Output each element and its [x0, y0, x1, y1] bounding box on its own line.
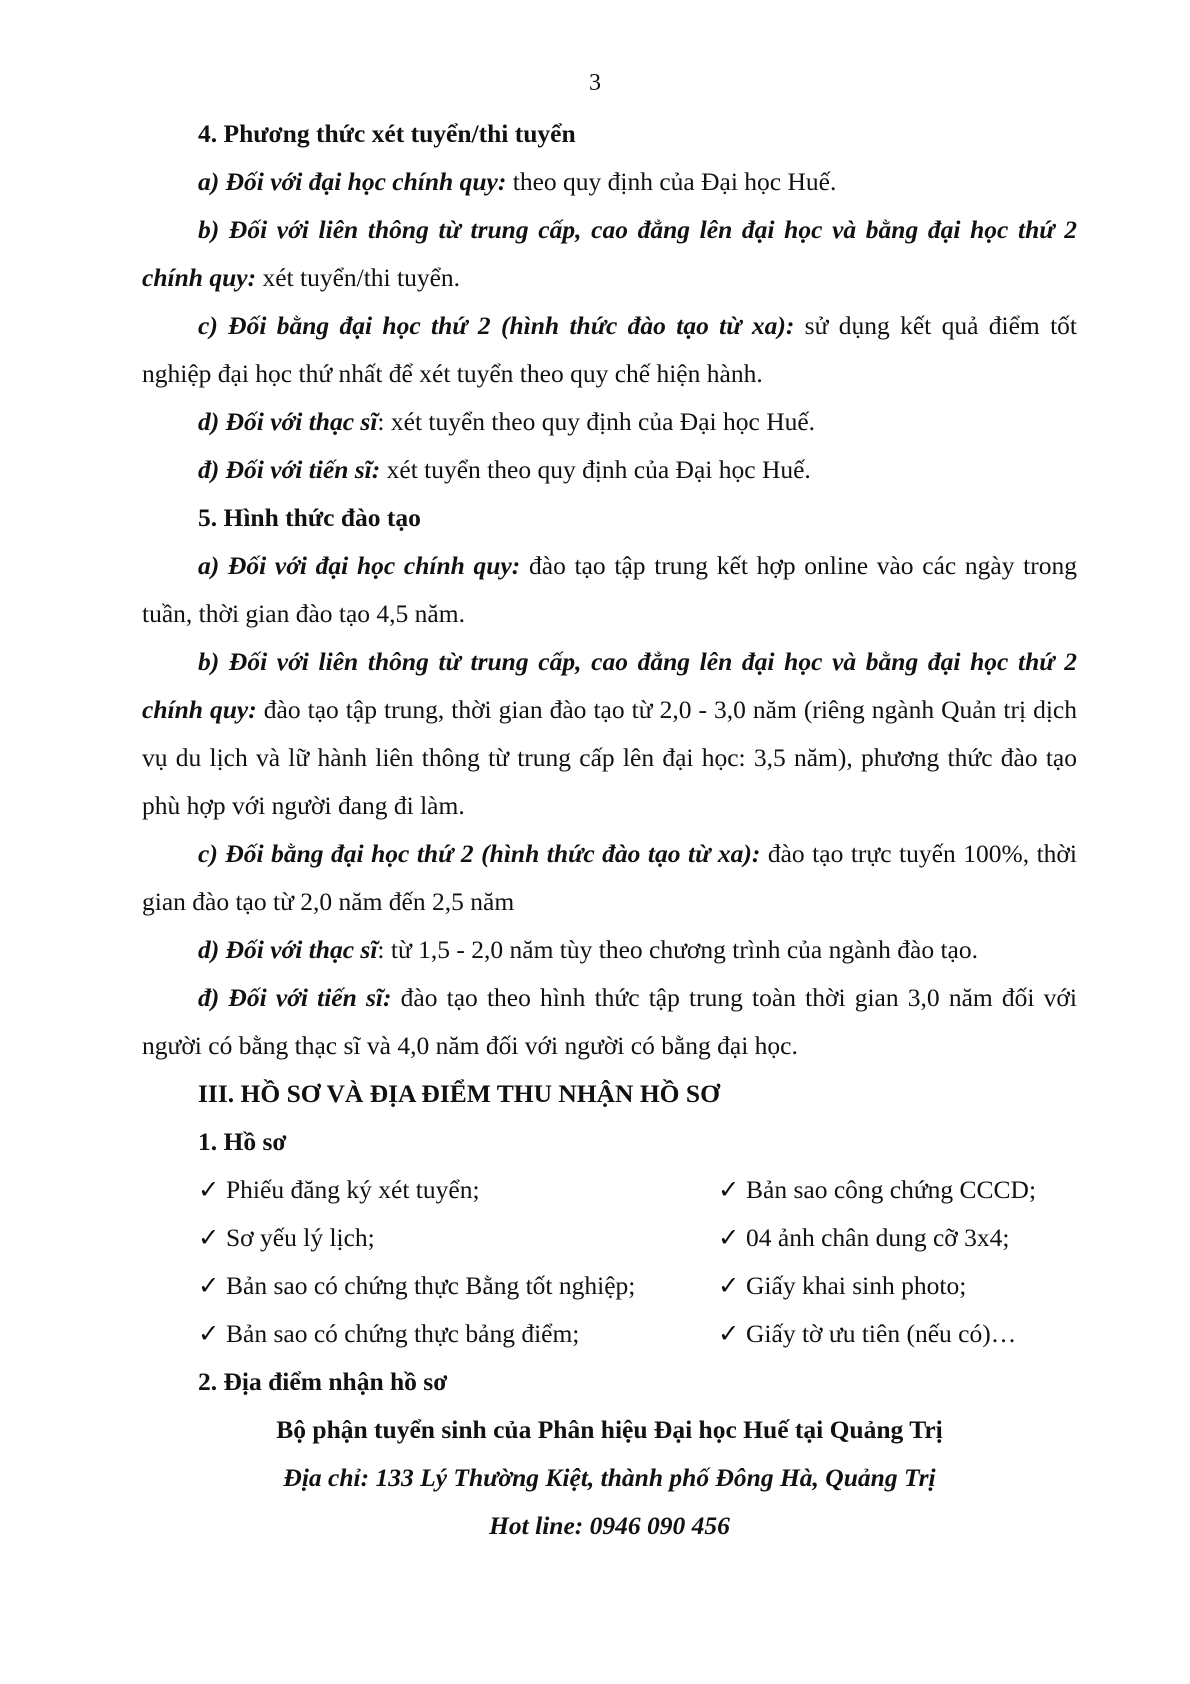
list-item	[198, 1214, 718, 1262]
document-label: Bản sao có chứng thực Bằng tốt nghiệp;	[226, 1271, 636, 1300]
item-text: : từ 1,5 - 2,0 năm tùy theo chương trình của ngành đào tạo.	[377, 935, 979, 964]
section-4-heading: 4. Phương thức xét tuyển/thi tuyển	[198, 119, 576, 148]
item-text: : xét tuyển theo quy định của Đại học Huế.	[377, 407, 816, 436]
list-item	[718, 1166, 1133, 1214]
item-label: a) Đối với đại học chính quy:	[198, 167, 507, 196]
list-item	[718, 1214, 1133, 1262]
section-5-item-a	[142, 542, 1077, 638]
document-label: Sơ yếu lý lịch;	[226, 1223, 375, 1252]
document-label: Bản sao công chứng CCCD;	[746, 1175, 1037, 1204]
section-4-item-c	[142, 302, 1077, 398]
list-item	[198, 1166, 718, 1214]
section-4-item-b	[142, 206, 1077, 302]
item-text: đào tạo tập trung kết hợp online vào các ngày trong tuần, thời gian đào tạo 4,5 năm.	[142, 551, 1077, 628]
page-number: 3	[589, 70, 601, 96]
item-label: b) Đối với liên thông từ trung cấp, cao đẳng lên đại học và bằng đại học thứ 2 chính quy:	[142, 215, 1077, 292]
section-4-item-dd	[142, 446, 1077, 494]
dossier-heading: 1. Hồ sơ	[198, 1127, 287, 1156]
item-text: đào tạo tập trung, thời gian đào tạo từ 2,0 - 3,0 năm (riêng ngành Quản trị dịch vụ du lịch và lữ hành liên thông từ trung cấp lên đại học: 3,5 năm), phương thức đào tạo phù hợp với người đang đi làm.	[142, 695, 1077, 820]
item-label: b) Đối với liên thông từ trung cấp, cao đẳng lên đại học và bằng đại học thứ 2 chính quy:	[142, 647, 1077, 724]
document-label: Giấy khai sinh photo;	[746, 1271, 967, 1300]
dossier-checklist	[142, 1166, 1077, 1358]
section-4-item-a	[142, 158, 1077, 206]
section-iii-heading: III. HỒ SƠ VÀ ĐỊA ĐIỂM THU NHẬN HỒ SƠ	[198, 1079, 720, 1108]
checkmark-icon: ✓	[198, 1175, 220, 1204]
section-5-item-dd	[142, 974, 1077, 1070]
checkmark-icon: ✓	[198, 1223, 220, 1252]
document-label: Phiếu đăng ký xét tuyển;	[226, 1175, 480, 1204]
admissions-office: Bộ phận tuyển sinh của Phân hiệu Đại học Huế tại Quảng Trị	[276, 1415, 943, 1444]
checkmark-icon: ✓	[718, 1271, 740, 1300]
office-address: Địa chỉ: 133 Lý Thường Kiệt, thành phố Đông Hà, Quảng Trị	[283, 1463, 936, 1492]
item-text: sử dụng kết quả điểm tốt nghiệp đại học thứ nhất để xét tuyển theo quy chế hiện hành.	[142, 311, 1077, 388]
checkmark-icon: ✓	[718, 1319, 740, 1348]
section-5-item-c	[142, 830, 1077, 926]
location-heading: 2. Địa điểm nhận hồ sơ	[198, 1367, 448, 1396]
section-5-item-b	[142, 638, 1077, 830]
item-label: đ) Đối với tiến sĩ:	[198, 983, 392, 1012]
item-label: đ) Đối với tiến sĩ:	[198, 455, 381, 484]
item-label: c) Đối bằng đại học thứ 2 (hình thức đào tạo từ xa):	[198, 311, 795, 340]
document-label: 04 ảnh chân dung cỡ 3x4;	[746, 1223, 1010, 1252]
item-label: d) Đối với thạc sĩ	[198, 935, 378, 964]
item-label: c) Đối bằng đại học thứ 2 (hình thức đào tạo từ xa):	[198, 839, 761, 868]
list-item	[198, 1310, 718, 1358]
item-text: theo quy định của Đại học Huế.	[506, 167, 837, 196]
checkmark-icon: ✓	[198, 1319, 220, 1348]
section-5-heading: 5. Hình thức đào tạo	[198, 503, 421, 532]
item-text: xét tuyển/thi tuyển.	[256, 263, 461, 292]
list-item	[718, 1262, 1133, 1310]
item-label: a) Đối với đại học chính quy:	[198, 551, 521, 580]
section-4-item-d	[142, 398, 1077, 446]
checkmark-icon: ✓	[198, 1271, 220, 1300]
item-label: d) Đối với thạc sĩ	[198, 407, 378, 436]
document-body	[142, 110, 1077, 1550]
item-text: đào tạo theo hình thức tập trung toàn thời gian 3,0 năm đối với người có bằng thạc sĩ và 4,0 năm đối với người có bằng đại học.	[142, 983, 1078, 1060]
checkmark-icon: ✓	[718, 1223, 740, 1252]
item-text: xét tuyển theo quy định của Đại học Huế.	[380, 455, 811, 484]
document-label: Bản sao có chứng thực bảng điểm;	[226, 1319, 580, 1348]
item-text: đào tạo trực tuyến 100%, thời gian đào tạo từ 2,0 năm đến 2,5 năm	[142, 839, 1077, 916]
list-item	[198, 1262, 718, 1310]
section-5-item-d	[142, 926, 1077, 974]
checkmark-icon: ✓	[718, 1175, 740, 1204]
list-item	[718, 1310, 1133, 1358]
document-label: Giấy tờ ưu tiên (nếu có)…	[746, 1319, 1017, 1348]
hotline: Hot line: 0946 090 456	[489, 1511, 730, 1540]
